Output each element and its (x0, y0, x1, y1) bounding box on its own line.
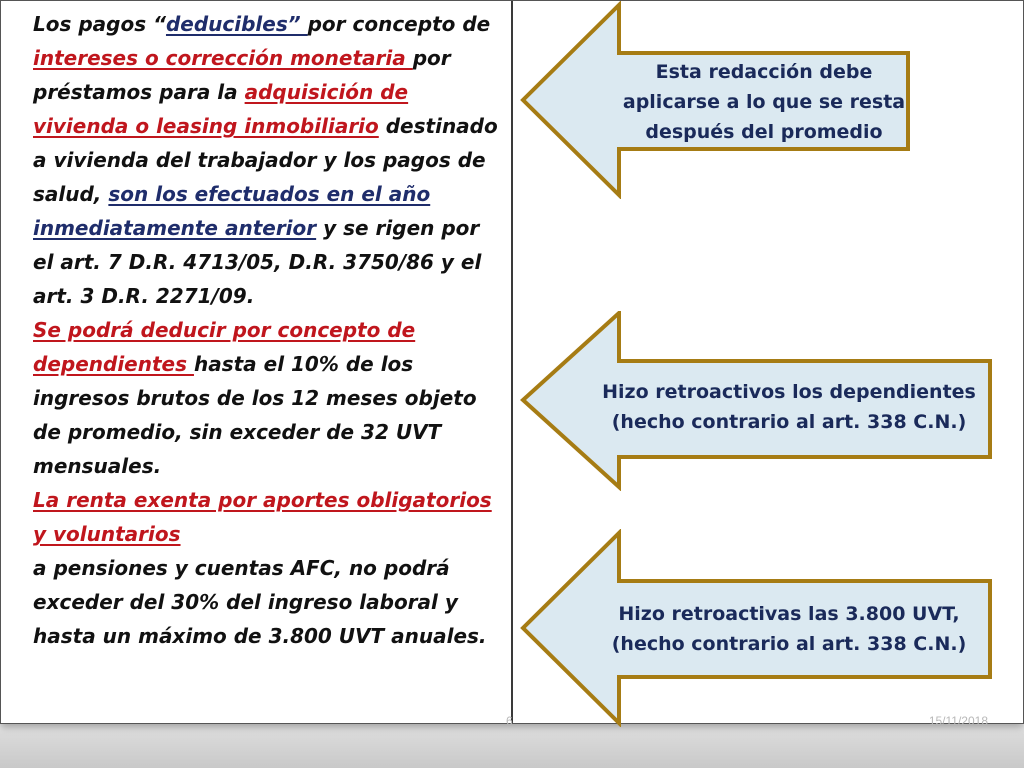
emphasis-vivienda: adquisición de vivienda o leasing inmobiliario (33, 80, 409, 138)
left-arrow-callout-2 (519, 311, 995, 491)
emphasis-intereses: intereses o corrección monetaria (33, 46, 413, 70)
paragraph-renta-exenta (33, 483, 505, 653)
callout-text-dependientes: Hizo retroactivos los dependientes (hecho contrario al art. 338 C.N.) (602, 381, 976, 433)
text-run: y se rigen por el art. 7 D.R. 4713/05, D.R. 3750/86 y el art. 3 D.R. 2271/09. (33, 216, 482, 308)
left-text-block (33, 7, 505, 653)
text-run: a pensiones y cuentas AFC, no podrá exceder del 30% del ingreso laboral y hasta un máximo de 3.800 UVT anuales. (33, 556, 487, 648)
callout-text-redaccion: Esta redacción debe aplicarse a lo que se resta después del promedio (622, 61, 906, 143)
text-run: hasta el 10% de los ingresos brutos de los 12 meses objeto de promedio, sin exceder de 32 UVT mensuales. (33, 352, 477, 478)
text-run: por préstamos para la (33, 46, 451, 104)
emphasis-dependientes: Se podrá deducir por concepto de dependientes (33, 318, 416, 376)
text-run: destinado a vivienda del trabajador y los pagos de salud, (33, 114, 498, 206)
paragraph-dependientes (33, 313, 505, 483)
left-arrow-callout-1 (519, 1, 913, 199)
callout-text-uvt: Hizo retroactivas las 3.800 UVT, (hecho contrario al art. 338 C.N.) (611, 603, 967, 655)
text-run: Los pagos “ (33, 12, 166, 36)
left-column (1, 1, 513, 723)
emphasis-ano-anterior: son los efectuados en el año inmediatamente anterior (33, 182, 431, 240)
emphasis-deducibles: deducibles” (165, 12, 308, 36)
paragraph-deducibles (33, 7, 505, 313)
text-run: por concepto de (307, 12, 491, 36)
emphasis-renta-exenta: La renta exenta por aportes obligatorios y voluntarios (33, 488, 492, 546)
slide-date: 15/11/2018 (928, 714, 988, 728)
slide-number: 6 (506, 714, 513, 728)
left-arrow-callout-3 (519, 529, 995, 727)
